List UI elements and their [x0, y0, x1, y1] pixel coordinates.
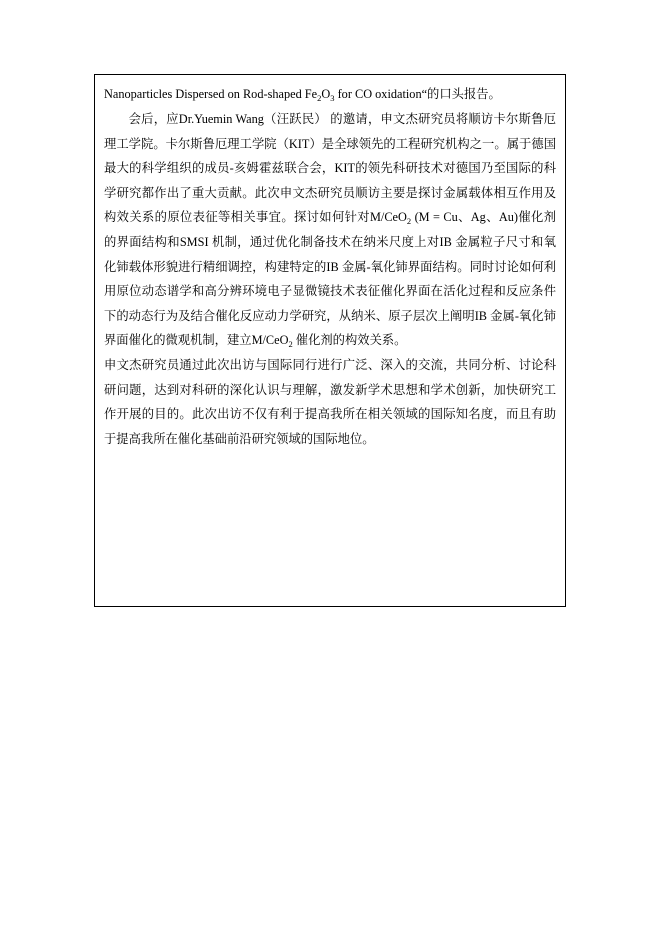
paragraph-2: 会后，应Dr.Yuemin Wang（汪跃民） 的邀请，申文杰研究员将顺访卡尔斯鲁厄理工学院。卡尔斯鲁厄理工学院（KIT）是全球领先的工程研究机构之一。属于德国最大的科学组织的成员-亥姆霍兹联合会，KIT的领先科研技术对德国乃至国际的科学研究都作出了重大贡献。此次申文杰研究员顺访主要是探讨金属载体相互作用及构效关系的原位表征等相关事宜。探讨如何针对M/CeO$_2$ (M = Cu、Ag、Au)催化剂的界面结构和SMSI 机制，通过优化制备技术在纳米尺度上对IB 金属粒子尺寸和氧化铈载体形貌进行精细调控，构建特定的IB 金属-氧化铈界面结构。同时讨论如何利用原位动态谱学和高分辨环境电子显微镜技术表征催化界面在活化过程和反应条件下的动态行为及结合催化反应动力学研究，从纳米、原子层次上阐明IB 金属-氧化铈界面催化的微观机制，建立M/CeO$_2$ 催化剂的构效关系。 — [104, 112, 556, 350]
paragraph-3: 申文杰研究员通过此次出访与国际同行进行广泛、深入的交流，共同分析、讨论科研问题，达到对科研的深化认识与理解，激发新学术思想和学术创新，加快研究工作开展的目的。此次出访不仅有利于提高我所在相关领域的国际知名度，而且有助于提高我所在催化基础前沿研究领域的国际地位。 — [104, 358, 556, 446]
paragraph-1: Nanoparticles Dispersed on Rod-shaped $Fe_2O_3$ for CO oxidation“的口头报告。 — [104, 87, 501, 103]
document-text-frame — [94, 74, 566, 607]
document-body — [95, 75, 565, 451]
